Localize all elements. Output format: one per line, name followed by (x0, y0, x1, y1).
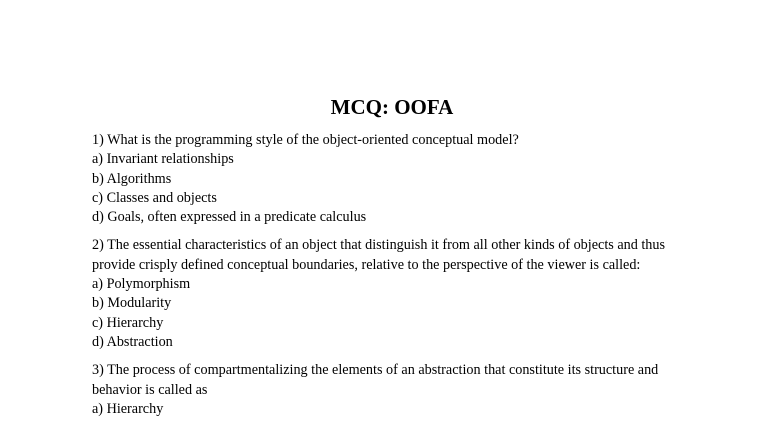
answer-option: b) Algorithms (92, 170, 172, 187)
question-2 (92, 236, 704, 352)
question-list (92, 131, 704, 428)
answer-option: a) Invariant relationships (92, 151, 234, 168)
question-text: 2) The essential characteristics of an object that distinguish it from all other kinds of objects and thus provide crisply defined conceptual boundaries, relative to the perspective of the viewer is called: (92, 237, 666, 273)
answer-option: b) Modularity (92, 295, 172, 312)
answer-option: d) Abstraction (92, 333, 173, 350)
document-title: MCQ: OOFA (330, 95, 454, 119)
answer-option: a) Hierarchy (92, 400, 164, 417)
question-text: 1) What is the programming style of the object-oriented conceptual model? (92, 132, 519, 148)
answer-option: d) Goals, often expressed in a predicate calculus (92, 209, 367, 226)
question-3 (92, 361, 704, 419)
question-1 (92, 131, 704, 227)
answer-option: c) Classes and objects (92, 189, 217, 206)
answer-option: a) Polymorphism (92, 276, 191, 293)
question-text: 3) The process of compartmentalizing the elements of an abstraction that constitute its structure and behavior is called as (92, 362, 659, 398)
answer-option: c) Hierarchy (92, 314, 164, 331)
